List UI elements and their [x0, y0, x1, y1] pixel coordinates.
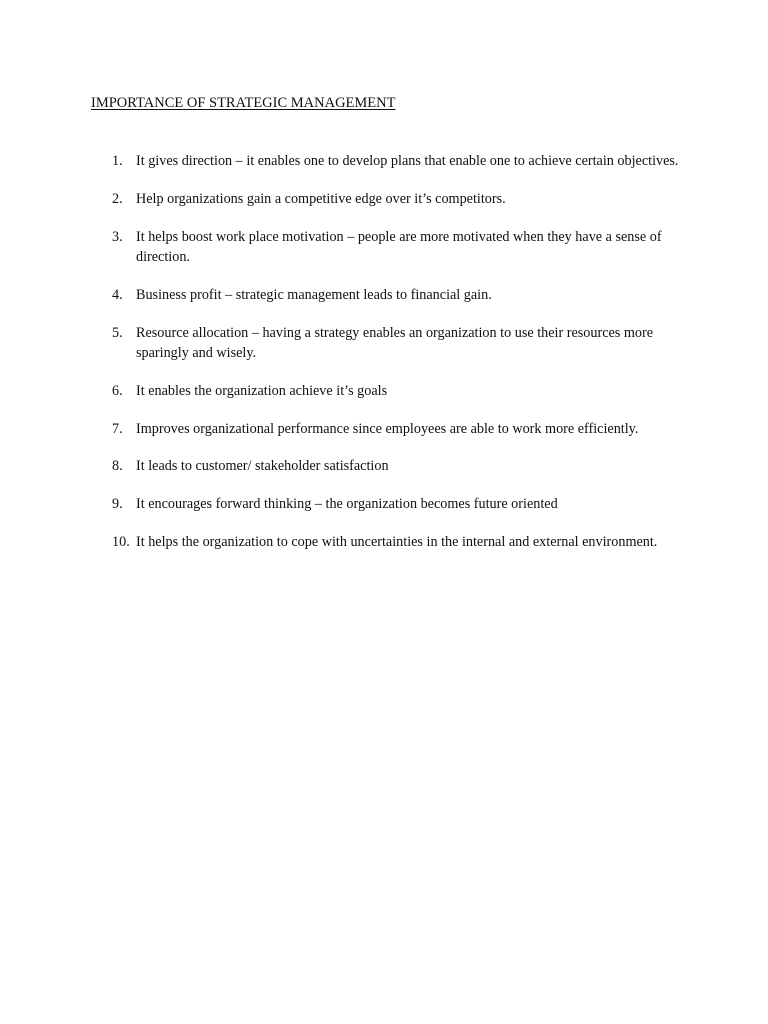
list-item-text: Help organizations gain a competitive edge over it’s competitors. [136, 190, 506, 207]
list-item [0, 533, 696, 553]
list-item-text: It leads to customer/ stakeholder satisfaction [136, 458, 389, 475]
list-item [0, 457, 696, 477]
list-item [0, 286, 696, 306]
list-item-text: Resource allocation – having a strategy enables an organization to use their resources more sparingly and wisely. [136, 324, 654, 361]
list-item [0, 190, 696, 210]
list-item [0, 420, 696, 440]
list-item-number: 6. [112, 382, 123, 399]
list-item-number: 10. [112, 534, 130, 551]
list-item [0, 495, 696, 515]
list-item-text: It helps boost work place motivation – people are more motivated when they have a sense of direction. [136, 228, 662, 265]
list-item-number: 9. [112, 496, 123, 513]
list-item-number: 3. [112, 228, 123, 245]
list-item-text: Business profit – strategic management leads to financial gain. [136, 286, 492, 303]
list-item [0, 324, 696, 364]
list-item-number: 7. [112, 420, 123, 437]
importance-list [0, 152, 768, 571]
list-item-text: Improves organizational performance since employees are able to work more efficiently. [136, 420, 639, 437]
list-item-number: 4. [112, 286, 123, 303]
list-item [0, 382, 696, 402]
list-item-text: It enables the organization achieve it’s goals [136, 382, 388, 399]
list-item [0, 152, 696, 172]
list-item-number: 5. [112, 324, 123, 341]
list-item-text: It gives direction – it enables one to develop plans that enable one to achieve certain objectives. [136, 153, 679, 169]
list-item-number: 1. [112, 153, 123, 169]
list-item-number: 8. [112, 458, 123, 475]
list-item-text: It encourages forward thinking – the organization becomes future oriented [136, 496, 558, 513]
list-item-text: It helps the organization to cope with uncertainties in the internal and external environment. [136, 534, 658, 551]
document-title: IMPORTANCE OF STRATEGIC MANAGEMENT [91, 95, 396, 111]
list-item-number: 2. [112, 190, 123, 207]
list-item [0, 228, 696, 268]
